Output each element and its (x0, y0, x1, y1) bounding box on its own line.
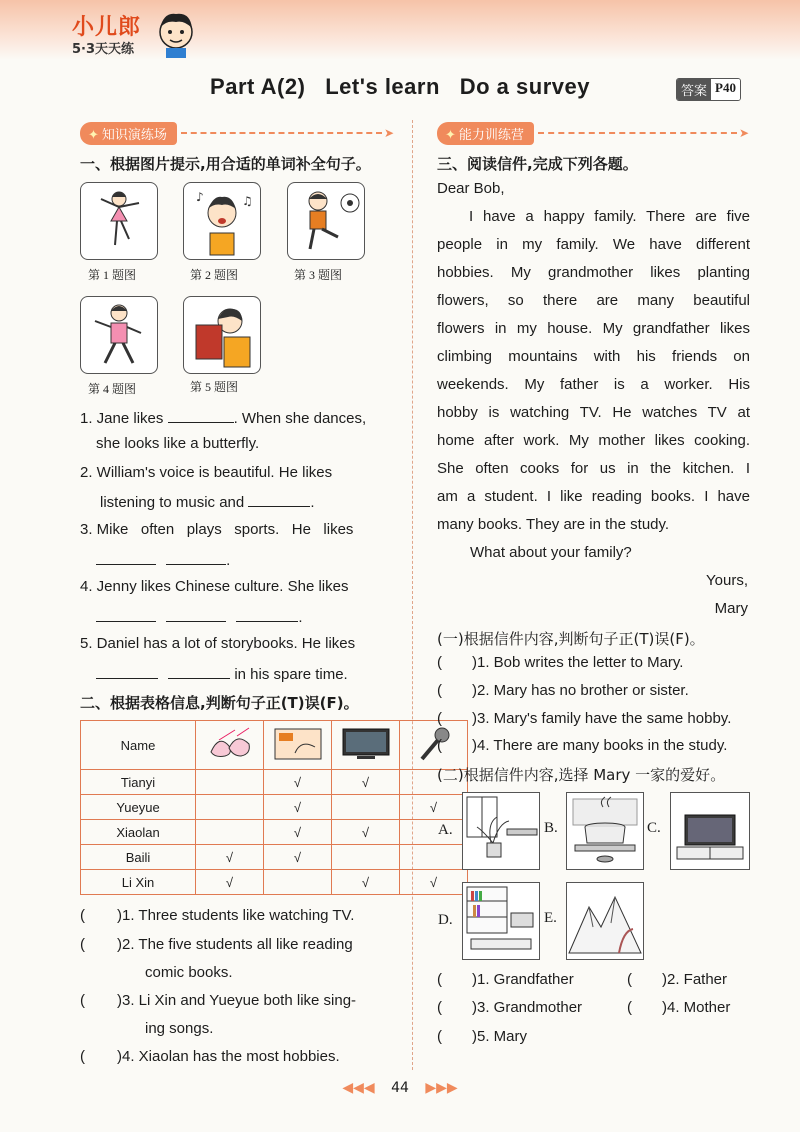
soccer-boy-icon (288, 183, 364, 259)
tf-item-1 (80, 907, 354, 924)
caption-1: 第 1 题图 (88, 268, 137, 282)
part-1-item-text: )1. Bob writes the letter to Mary. (472, 654, 684, 671)
table-cell: √ (264, 795, 332, 820)
sentence-4-period: . (298, 609, 303, 626)
tf-item-2-cont: comic books. (145, 964, 233, 981)
part-2-item-1 (437, 971, 574, 988)
sentence-2-period: . (310, 494, 315, 511)
caption-5: 第 5 题图 (190, 380, 239, 394)
table-cell (400, 845, 468, 870)
picture-3 (287, 182, 365, 260)
sentence-1-text-b: . When she dances, (233, 410, 367, 427)
mountain-icon (567, 883, 643, 959)
option-a-picture[interactable] (462, 792, 540, 870)
tf-item-4-text: )4. Xiaolan has the most hobbies. (117, 1048, 340, 1065)
table-row (81, 870, 468, 895)
page-number: 44 (391, 1080, 409, 1096)
answer-paren[interactable]: ( (437, 710, 442, 727)
option-d-label: D. (438, 912, 453, 928)
sentence-4: 4. Jenny likes Chinese culture. She likes (80, 578, 349, 595)
brand-logo: 小儿郎 (72, 15, 142, 40)
letter-question: What about your family? (470, 544, 632, 561)
hobby-table (80, 720, 468, 895)
kung-fu-girl-icon (81, 297, 157, 373)
row-name: Xiaolan (81, 820, 196, 845)
table-cell (400, 820, 468, 845)
answer-label: 答案 (677, 79, 711, 100)
row-name: Li Xin (81, 870, 196, 895)
table-cell (196, 770, 264, 795)
letter-line: weekends. My father is a worker. His (437, 376, 750, 393)
answer-paren[interactable]: ( (80, 1048, 85, 1065)
answer-paren[interactable]: ( (437, 971, 442, 988)
series-name: 5·3天天练 (72, 42, 135, 57)
table-cell (264, 870, 332, 895)
option-b-picture[interactable] (566, 792, 644, 870)
table-cell: √ (264, 820, 332, 845)
ballet-shoes-icon (196, 721, 264, 770)
part-2-item-text: )4. Mother (662, 999, 731, 1016)
table-cell: √ (196, 845, 264, 870)
table-row (81, 845, 468, 870)
answer-paren[interactable]: ( (437, 654, 442, 671)
left-arrows-icon: ◀◀◀ (342, 1080, 375, 1096)
table-cell (332, 795, 400, 820)
tv-cabinet-icon (671, 793, 749, 869)
answer-paren[interactable]: ( (627, 999, 632, 1016)
caption-3: 第 3 题图 (294, 268, 343, 282)
answer-paren[interactable]: ( (627, 971, 632, 988)
table-row (81, 770, 468, 795)
potted-plant-icon (463, 793, 539, 869)
part-2-item-text: )3. Grandmother (472, 999, 583, 1016)
letter-body (437, 208, 750, 544)
section-label: 能力训练营 (458, 127, 524, 143)
sentence-2: 2. William's voice is beautiful. He likes (80, 464, 333, 481)
table-cell (332, 845, 400, 870)
table-header-row (81, 721, 468, 770)
answer-blank[interactable] (96, 550, 156, 565)
answer-blank[interactable] (96, 607, 156, 622)
answer-blank[interactable] (168, 408, 234, 423)
answer-blank[interactable] (96, 664, 158, 679)
table-cell: √ (400, 795, 468, 820)
part-1-heading: (一)根据信件内容,判断句子正(T)误(F)。 (437, 630, 705, 648)
sentence-2-text: listening to music and (100, 494, 245, 511)
option-c-picture[interactable] (670, 792, 750, 870)
star-icon: ✦ (88, 127, 99, 143)
comic-book-icon (264, 721, 332, 770)
ballet-dancer-icon (81, 183, 157, 259)
part-2-item-text: )1. Grandfather (472, 971, 574, 988)
tf-item-2 (80, 936, 353, 953)
letter-line: people in my family. We have different (437, 236, 750, 253)
answer-paren[interactable]: ( (80, 936, 85, 953)
sentence-5-cont (96, 664, 348, 683)
answer-paren[interactable]: ( (80, 907, 85, 924)
part-2-item-2 (627, 971, 727, 988)
part-2-heading: (二)根据信件内容,选择 Mary 一家的爱好。 (437, 766, 726, 784)
letter-line: many books. They are in the study. (437, 516, 670, 533)
section-banner-right (437, 122, 749, 144)
row-name: Tianyi (81, 770, 196, 795)
answer-blank[interactable] (168, 664, 230, 679)
option-b-label: B. (544, 820, 558, 836)
letter-salutation: Dear Bob, (437, 180, 505, 197)
letter-line: I have a happy family. There are five (469, 208, 750, 225)
option-e-picture[interactable] (566, 882, 644, 960)
part-1-item-4 (437, 737, 727, 754)
sentence-1-text: 1. Jane likes (80, 410, 164, 427)
answer-blank[interactable] (166, 550, 226, 565)
option-c-label: C. (647, 820, 661, 836)
letter-line: flowers in my house. My grandfather likes (437, 320, 750, 337)
answer-blank[interactable] (236, 607, 298, 622)
letter-line: home after work. My mother likes cooking. (437, 432, 750, 449)
option-e-label: E. (544, 910, 557, 926)
section-label: 知识演练场 (101, 127, 167, 143)
question-1-heading: 一、根据图片提示,用合适的单词补全句子。 (80, 155, 371, 173)
sentence-1 (80, 408, 366, 427)
picture-5 (183, 296, 261, 374)
table-row (81, 820, 468, 845)
tf-item-2-text: )2. The five students all like reading (117, 936, 353, 953)
answer-blank[interactable] (248, 492, 310, 507)
star-icon: ✦ (445, 127, 456, 143)
answer-blank[interactable] (166, 607, 226, 622)
answer-paren[interactable]: ( (437, 1028, 442, 1045)
option-d-picture[interactable] (462, 882, 540, 960)
table-row (81, 795, 468, 820)
sentence-5-text: in his spare time. (234, 666, 348, 683)
column-divider (412, 120, 413, 1070)
sentence-3: 3. Mike often plays sports. He likes (80, 521, 354, 538)
singing-boy-icon (184, 183, 260, 259)
sentence-4-cont (96, 607, 303, 626)
reading-boy-icon (184, 297, 260, 373)
right-arrows-icon: ▶▶▶ (425, 1080, 458, 1096)
tf-item-3-text: )3. Li Xin and Yueyue both like sing- (117, 992, 357, 1009)
answer-reference (676, 78, 741, 101)
letter-line: flowers, so there are many beautiful (437, 292, 750, 309)
part-1-item-3 (437, 710, 731, 727)
part-1-item-text: )3. Mary's family have the same hobby. (472, 710, 732, 727)
answer-paren[interactable]: ( (80, 992, 85, 1009)
question-2-heading: 二、根据表格信息,判断句子正(T)误(F)。 (80, 694, 359, 712)
sentence-5: 5. Daniel has a lot of storybooks. He likes (80, 635, 356, 652)
part-1-item-text: )4. There are many books in the study. (472, 737, 728, 754)
sentence-3-cont (96, 550, 230, 569)
part-2-item-4 (627, 999, 730, 1016)
letter-line: She often cooks for us in the kitchen. I (437, 460, 750, 477)
arrow-icon: ➤ (383, 126, 394, 140)
svg-text:♪: ♪ (196, 190, 204, 204)
part-2-item-5 (437, 1028, 527, 1045)
part-1-item-text: )2. Mary has no brother or sister. (472, 682, 689, 699)
part-2-item-text: )5. Mary (472, 1028, 528, 1045)
bookshelf-icon (463, 883, 539, 959)
caption-2: 第 2 题图 (190, 268, 239, 282)
section-banner-left (80, 122, 394, 144)
answer-paren[interactable]: ( (437, 737, 442, 754)
cooking-pot-icon (567, 793, 643, 869)
dashed-line (538, 132, 737, 134)
dashed-line (181, 132, 382, 134)
table-cell: √ (196, 870, 264, 895)
table-cell: √ (332, 770, 400, 795)
table-cell: √ (332, 820, 400, 845)
sentence-1-cont: she looks like a butterfly. (96, 435, 260, 452)
table-cell: √ (332, 870, 400, 895)
table-cell (196, 795, 264, 820)
letter-signature: Mary (714, 600, 748, 617)
picture-4 (80, 296, 158, 374)
table-cell: √ (400, 870, 468, 895)
part-1-item-1 (437, 654, 683, 671)
page-title: Part A(2) Let's learn Do a survey (210, 74, 590, 99)
question-3-heading: 三、阅读信件,完成下列各题。 (437, 155, 638, 173)
table-cell: √ (264, 845, 332, 870)
letter-line: am a student. I like reading books. I have (437, 488, 750, 505)
tf-item-3 (80, 992, 356, 1009)
option-a-label: A. (438, 822, 453, 838)
table-cell: √ (264, 770, 332, 795)
row-name: Baili (81, 845, 196, 870)
arrow-icon: ➤ (738, 126, 749, 140)
tf-item-4 (80, 1048, 340, 1065)
caption-4: 第 4 题图 (88, 382, 137, 396)
answer-page: P40 (711, 79, 740, 100)
sentence-2-cont (100, 492, 315, 511)
picture-2 (183, 182, 261, 260)
table-header-name: Name (81, 721, 196, 770)
svg-text:♫: ♫ (242, 194, 253, 208)
section-tag (437, 122, 534, 145)
picture-1 (80, 182, 158, 260)
tf-item-3-cont: ing songs. (145, 1020, 214, 1037)
letter-line: hobby is watching TV. He watches TV at (437, 404, 750, 421)
answer-paren[interactable]: ( (437, 999, 442, 1016)
part-2-item-text: )2. Father (662, 971, 728, 988)
letter-closing: Yours, (706, 572, 748, 589)
letter-line: climbing mountains with his friends on (437, 348, 750, 365)
tf-item-1-text: )1. Three students like watching TV. (117, 907, 355, 924)
part-2-item-3 (437, 999, 582, 1016)
page-footer (0, 1080, 800, 1096)
part-1-item-2 (437, 682, 689, 699)
mascot-icon (150, 8, 202, 60)
row-name: Yueyue (81, 795, 196, 820)
answer-paren[interactable]: ( (437, 682, 442, 699)
table-cell (196, 820, 264, 845)
tv-icon (332, 721, 400, 770)
sentence-3-period: . (226, 552, 231, 569)
section-tag (80, 122, 177, 145)
letter-line: hobbies. My grandmother likes planting (437, 264, 750, 281)
